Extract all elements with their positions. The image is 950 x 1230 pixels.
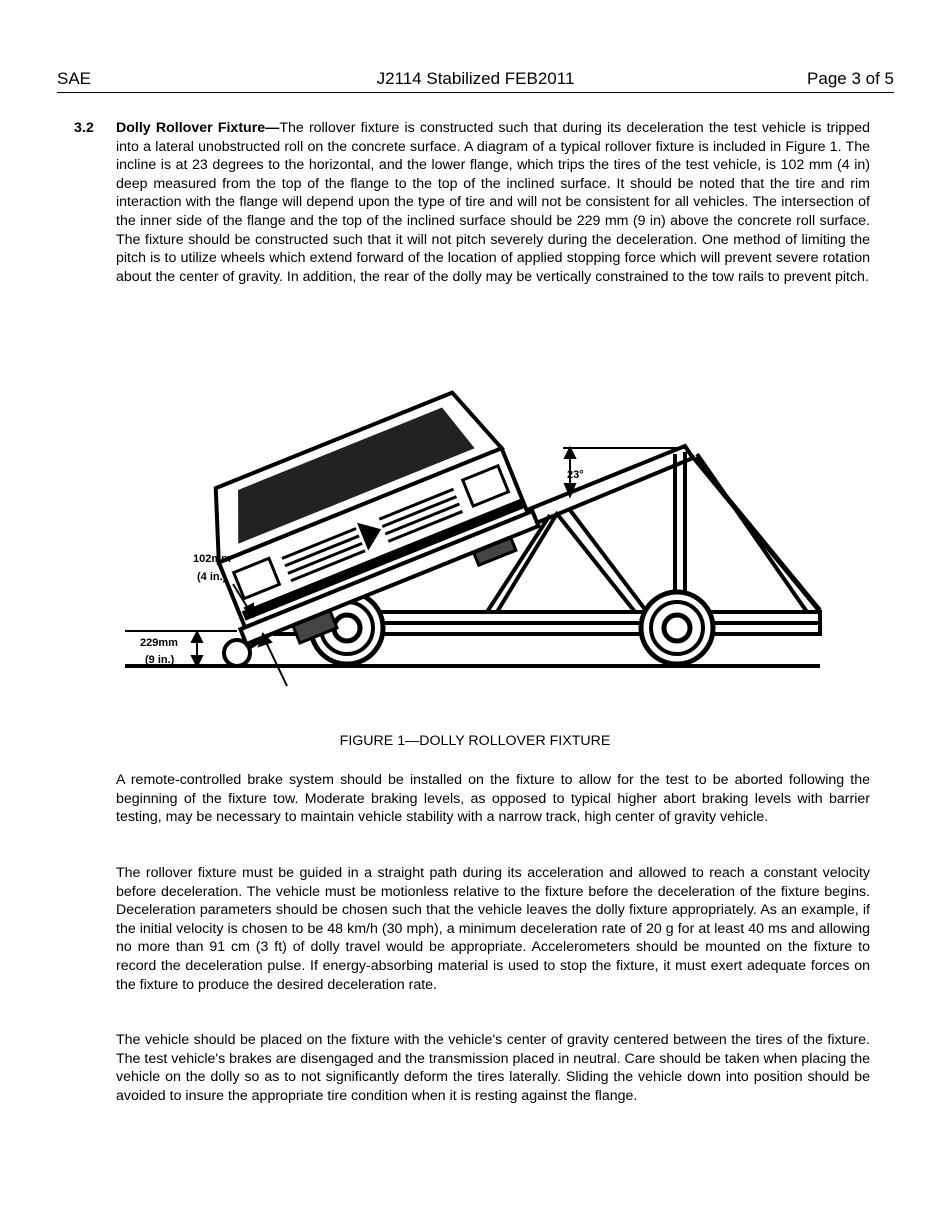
dolly-rollover-diagram — [115, 340, 835, 710]
angle-label: 23° — [567, 469, 584, 481]
height-mm-label: 229mm — [140, 637, 178, 649]
section-text: The rollover fixture is constructed such that during its deceleration the test vehicle is tripped into a lateral unobstructed roll on the concrete surface. A diagram of a typical rollover fixture is included in Figure 1. The incline is at 23 degrees to the horizontal, and the lower flange, which trips the tires of the test vehicle, is 102 mm (4 in) deep measured from the top of the flange to the top of the inclined surface. It should be noted that the tire and rim interaction with the flange will depend upon the type of tire and will not be consistent for all vehicles. The intersection of the inner side of the flange and the top of the inclined surface should be 229 mm (9 in) above the concrete roll surface. The fixture should be constructed such that it will not pitch severely during the deceleration. One method of limiting the pitch is to utilize wheels which extend forward of the location of applied stopping force which will prevent severe rotation about the center of gravity. In addition, the rear of the dolly may be vertically constrained to the tow rails to prevent pitch. — [116, 120, 870, 285]
section-title: Dolly Rollover Fixture— — [116, 120, 280, 136]
figure-caption: FIGURE 1—DOLLY ROLLOVER FIXTURE — [339, 733, 611, 749]
section-body — [116, 119, 870, 286]
rear-wheel — [641, 592, 713, 664]
page-header — [57, 68, 894, 93]
figure-dolly-rollover — [115, 340, 835, 710]
flange-depth-mm-label: 102mm — [193, 553, 231, 565]
section-number: 3.2 — [74, 120, 94, 136]
header-org: SAE — [57, 69, 92, 88]
section-3-2 — [74, 119, 870, 286]
paragraph-vehicle-placement: The vehicle should be placed on the fixture with the vehicle's center of gravity centered between the tires of the fixture. The test vehicle's brakes are disengaged and the transmission placed in neutral. Care should be taken when placing the vehicle on the dolly so as to not significantly deform the tires laterally. Sliding the vehicle down into position should be avoided to insure the appropriate tire condition when it is resting against the flange. — [116, 1032, 870, 1104]
header-page-number: Page 3 of 5 — [807, 69, 894, 88]
paragraph-brake-system: A remote-controlled brake system should be installed on the fixture to allow for the test to be aborted following the beginning of the fixture tow. Moderate braking levels, as opposed to typical higher abort braking levels with barrier testing, may be necessary to maintain vehicle stability with a narrow track, high center of gravity vehicle. — [116, 772, 870, 826]
paragraph-guidance: The rollover fixture must be guided in a straight path during its acceleration and allowed to reach a constant velocity before deceleration. The vehicle must be motionless relative to the fixture before the deceleration of the fixture begins. Deceleration parameters should be chosen such that the vehicle leaves the dolly fixture appropriately. As an example, if the initial velocity is chosen to be 48 km/h (30 mph), a minimum deceleration rate of 20 g for at least 40 ms and allowing no more than 91 cm (3 ft) of dolly travel would be appropriate. Accelerometers should be mounted on the fixture to record the deceleration pulse. If energy-absorbing material is used to stop the fixture, it must exert adequate forces on the fixture to produce the desired deceleration rate. — [116, 865, 870, 993]
header-doc-id: J2114 Stabilized FEB2011 — [376, 69, 575, 88]
height-in-label: (9 in.) — [145, 654, 175, 666]
flange-depth-in-label: (4 in.) — [197, 571, 227, 583]
